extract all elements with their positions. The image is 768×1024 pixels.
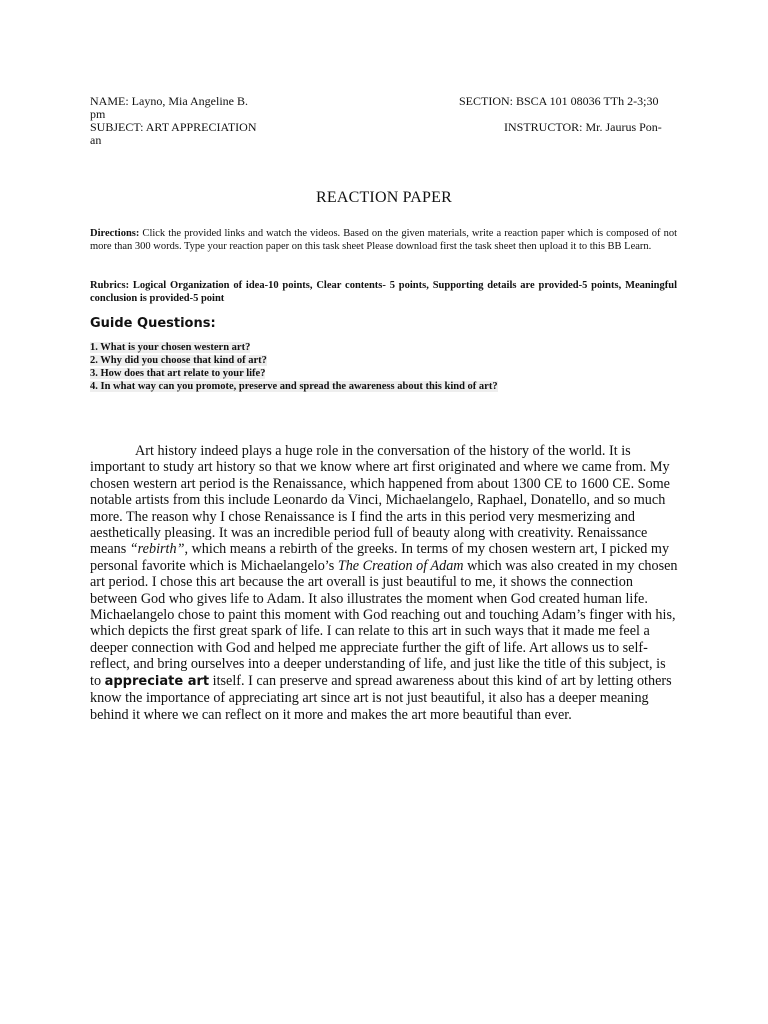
question-text: 1. What is your chosen western art? [90, 342, 251, 353]
rubrics-paragraph: Rubrics: Logical Organization of idea-10 points, Clear contents- 5 points, Supporting details are provided-5 points, Meaningful conclusion is provided-5 point [90, 280, 677, 304]
instructor-continuation: an [90, 133, 102, 147]
list-item [90, 354, 498, 367]
essay-emphasis: appreciate art [104, 673, 210, 689]
essay-text: itself. I can preserve and spread awareness about this kind of art by letting others know the importance of appreciating art since art is not just beautiful, it also has a deeper meaning behind it where we can reflect on it more and makes the art more beautiful than ever. [90, 672, 672, 723]
essay-italic-rebirth: “rebirth” [129, 541, 185, 558]
instructor-info: INSTRUCTOR: Mr. Jaurus Pon- [504, 120, 662, 134]
essay-text: Art history indeed plays a huge role in the conversation of the history of the world. It is important to study art history so that we know where art first originated and where we came from. My chosen western art period is the Renaissance, which happened from about 1300 CE to 1600 CE. Some notable artists from this include Leonardo da Vinci, Michaelangelo, Raphael, Donatello, and so much more. The reason why I chose Renaissance is I find the arts in this period very mesmerizing and aesthetically pleasing. It was an incredible period full of beauty along with creativity. Renaissance means [90, 443, 670, 558]
guide-questions-heading: Guide Questions: [90, 316, 216, 331]
question-text: 3. How does that art relate to your life? [90, 368, 266, 379]
directions-paragraph [90, 227, 677, 253]
question-text: 2. Why did you choose that kind of art? [90, 355, 267, 366]
question-text: 4. In what way can you promote, preserve and spread the awareness about this kind of art? [90, 381, 498, 392]
essay-artwork-title: The Creation of Adam [337, 557, 464, 574]
list-item [90, 341, 498, 354]
list-item [90, 380, 498, 393]
essay-text: which was also created in my chosen art period. I chose this art because the art overall is just beautiful to me, it shows the connection between God who gives life to Adam. It also illustrates the moment when God created human life. Michaelangelo chose to paint this moment with God reaching out and touching Adam’s finger with his, which depicts the first great spark of life. I can relate to this art in such ways that it made me feel a deeper connection with God and helped me appreciate further the gift of life. Art allows us to self-reflect, and bring ourselves into a deeper understanding of life, and just like the title of this subject, is to [90, 557, 678, 689]
directions-text: Click the provided links and watch the videos. Based on the given materials, write a reaction paper which is composed of not more than 300 words. Type your reaction paper on this task sheet Please download first the task sheet then upload it to this BB Learn. [90, 228, 677, 252]
page-title: REACTION PAPER [315, 189, 452, 206]
essay-text: , which means a rebirth of the greeks. In terms of my chosen western art, I picked my personal favorite which is Michaelangelo’s [90, 541, 670, 574]
subject-info: SUBJECT: ART APPRECIATION [90, 120, 257, 134]
reaction-essay [90, 443, 678, 723]
list-item [90, 367, 498, 380]
section-info: SECTION: BSCA 101 08036 TTh 2-3;30 [459, 94, 659, 108]
student-name: NAME: Layno, Mia Angeline B. [90, 94, 248, 108]
guide-questions-list [90, 341, 498, 393]
student-name-continuation: pm [90, 107, 106, 121]
directions-label: Directions: [90, 228, 140, 239]
